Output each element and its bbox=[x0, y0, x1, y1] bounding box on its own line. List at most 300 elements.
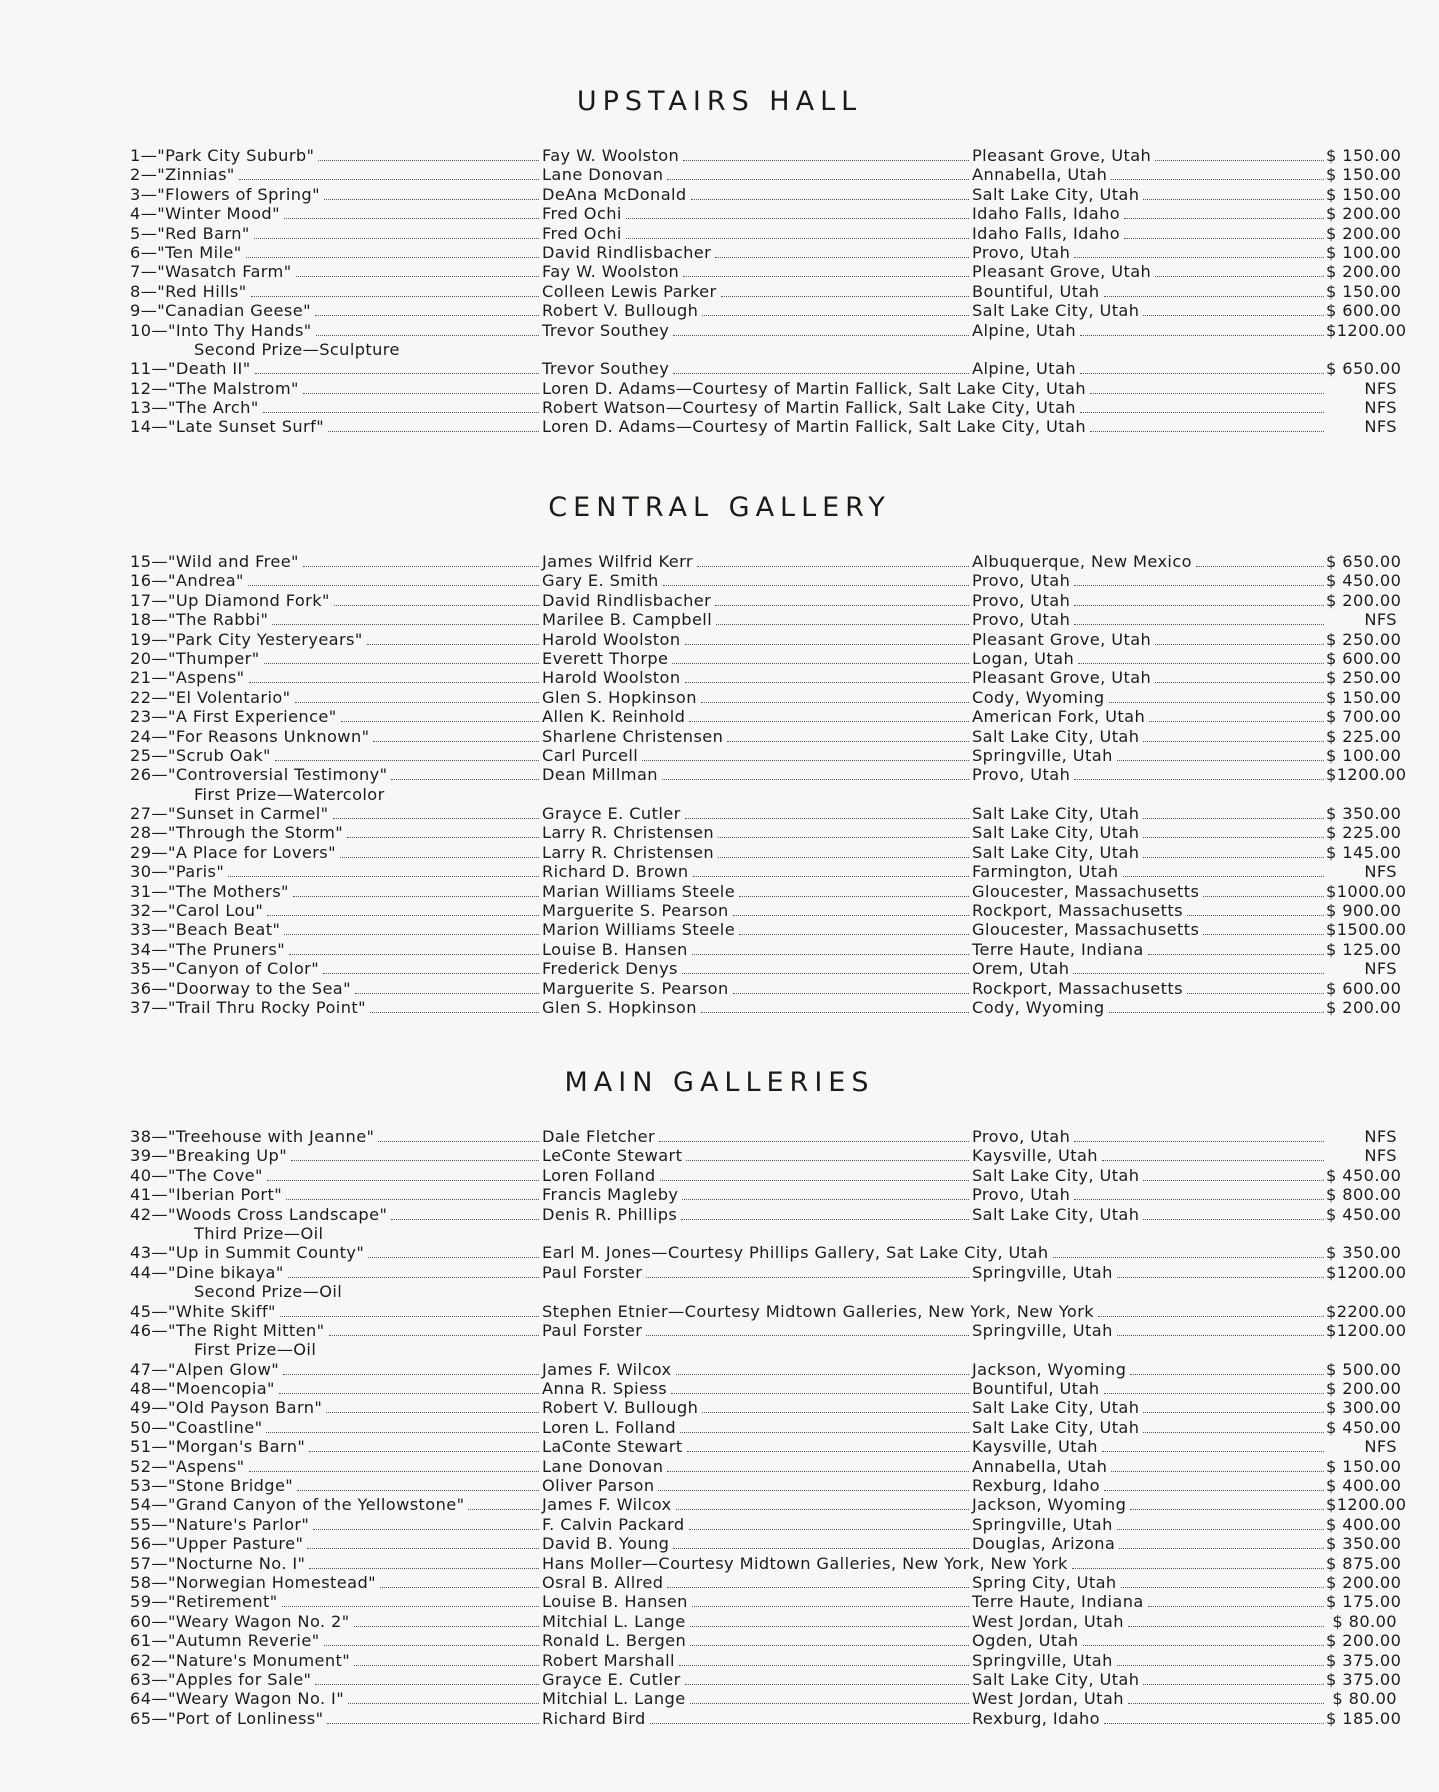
dot-leader bbox=[646, 1335, 969, 1336]
dot-leader bbox=[318, 160, 539, 161]
entry-artist bbox=[542, 1534, 972, 1553]
entry-location bbox=[972, 901, 1327, 920]
entry-location bbox=[972, 1689, 1327, 1708]
catalog-entry bbox=[0, 165, 1439, 184]
dot-leader bbox=[378, 1141, 539, 1142]
catalog-entry bbox=[0, 727, 1439, 746]
dot-leader bbox=[715, 605, 969, 606]
entry-location bbox=[972, 727, 1327, 746]
entry-price: NFS bbox=[1364, 398, 1397, 418]
entry-title: "Woods Cross Landscape" bbox=[168, 1204, 388, 1224]
entry-artist-text: Fay W. Woolston bbox=[542, 146, 680, 165]
dot-leader bbox=[690, 1703, 969, 1704]
dot-leader bbox=[646, 1277, 969, 1278]
entry-label: 3—"Flowers of Spring" bbox=[130, 184, 320, 204]
entry-price: $ 200.00 bbox=[1326, 262, 1402, 282]
entry-location bbox=[972, 1185, 1327, 1204]
entry-price: NFS bbox=[1364, 1437, 1397, 1457]
entry-artist-text: LaConte Stewart bbox=[542, 1437, 683, 1457]
entry-price: $ 350.00 bbox=[1326, 1534, 1402, 1554]
dot-leader bbox=[291, 1160, 539, 1161]
entry-number: 18 bbox=[130, 610, 152, 630]
dot-leader bbox=[1155, 276, 1324, 277]
dot-leader bbox=[1104, 296, 1325, 297]
entry-title-cell bbox=[130, 1379, 542, 1398]
entry-title: "Coastline" bbox=[168, 1417, 263, 1437]
catalog-entry bbox=[0, 823, 1439, 842]
entry-title-cell bbox=[130, 1321, 542, 1340]
entry-price: NFS bbox=[1364, 417, 1397, 437]
entry-location bbox=[972, 165, 1327, 184]
dot-leader bbox=[733, 915, 969, 916]
entry-title-cell bbox=[130, 1418, 542, 1437]
entry-artist bbox=[542, 668, 972, 687]
entry-price: $ 80.00 bbox=[1332, 1611, 1397, 1631]
dot-leader bbox=[692, 1606, 969, 1607]
dot-leader bbox=[1074, 779, 1324, 780]
entry-title-cell bbox=[130, 1670, 542, 1689]
dot-leader bbox=[676, 1509, 969, 1510]
dot-leader bbox=[1124, 218, 1324, 219]
entry-location bbox=[972, 262, 1327, 281]
entry-label: 11—"Death II" bbox=[130, 359, 251, 379]
dot-leader bbox=[1090, 431, 1324, 432]
dot-leader bbox=[1073, 973, 1324, 974]
dot-leader bbox=[284, 218, 539, 219]
entry-price: $1200.00 bbox=[1326, 1262, 1407, 1282]
entry-number: 29 bbox=[130, 842, 152, 862]
entry-number: 43 bbox=[130, 1243, 152, 1263]
entry-number: 25 bbox=[130, 745, 152, 765]
entry-artist-text: Lane Donovan bbox=[542, 1456, 664, 1476]
entry-artist bbox=[542, 979, 972, 998]
dot-leader bbox=[693, 876, 969, 877]
entry-location-text: West Jordan, Utah bbox=[972, 1689, 1124, 1709]
entry-price: $ 145.00 bbox=[1326, 842, 1402, 862]
catalog-entry bbox=[0, 862, 1439, 881]
entry-title: "The Arch" bbox=[168, 398, 259, 418]
entry-title-cell bbox=[130, 243, 542, 262]
entry-artist bbox=[542, 1321, 972, 1340]
prize-note bbox=[0, 1340, 1439, 1359]
dot-leader bbox=[340, 857, 539, 858]
entry-location-text: Salt Lake City, Utah bbox=[972, 1417, 1140, 1437]
entry-number: 59 bbox=[130, 1592, 152, 1612]
entry-price: $ 125.00 bbox=[1326, 939, 1402, 959]
entry-label: 51—"Morgan's Barn" bbox=[130, 1437, 306, 1457]
entry-label: 27—"Sunset in Carmel" bbox=[130, 804, 329, 824]
dot-leader bbox=[1143, 1180, 1324, 1181]
entry-location-text: Rockport, Massachusetts bbox=[972, 978, 1183, 998]
entry-location-text: Pleasant Grove, Utah bbox=[972, 629, 1152, 649]
entry-artist-text: Trevor Southey bbox=[542, 320, 670, 340]
entry-price: $2200.00 bbox=[1326, 1301, 1407, 1321]
entry-number: 30 bbox=[130, 862, 152, 882]
entry-artist bbox=[542, 823, 972, 842]
entry-number: 55 bbox=[130, 1514, 152, 1534]
entry-number: 9 bbox=[130, 301, 141, 321]
entry-price: $1200.00 bbox=[1326, 1495, 1407, 1515]
entry-title: "Canyon of Color" bbox=[168, 959, 320, 979]
dot-leader bbox=[626, 218, 969, 219]
entry-artist-text: Robert V. Bullough bbox=[542, 1398, 699, 1418]
entry-location-text: Springville, Utah bbox=[972, 1320, 1113, 1340]
catalog-entry bbox=[0, 979, 1439, 998]
entry-label: 22—"El Volentario" bbox=[130, 687, 291, 707]
entry-title: "Wild and Free" bbox=[168, 552, 299, 571]
entry-artist bbox=[542, 882, 972, 901]
entry-location-text: Jackson, Wyoming bbox=[972, 1359, 1127, 1379]
entry-location-text: Provo, Utah bbox=[972, 1127, 1071, 1146]
central-gallery-list bbox=[0, 552, 1439, 1017]
dot-leader bbox=[370, 1012, 539, 1013]
dot-leader bbox=[1117, 760, 1324, 761]
entry-label: 50—"Coastline" bbox=[130, 1417, 263, 1437]
entry-artist-text: Anna R. Spiess bbox=[542, 1379, 668, 1399]
entry-title-cell bbox=[130, 862, 542, 881]
entry-price: $ 600.00 bbox=[1326, 648, 1402, 668]
dot-leader bbox=[327, 1723, 539, 1724]
entry-title-cell bbox=[130, 1651, 542, 1670]
dot-leader bbox=[1102, 1160, 1324, 1161]
entry-title: "Apples for Sale" bbox=[168, 1669, 312, 1689]
dot-leader bbox=[354, 1626, 539, 1627]
dot-leader bbox=[348, 1703, 539, 1704]
dot-leader bbox=[673, 373, 969, 374]
dot-leader bbox=[739, 934, 969, 935]
catalog-entry bbox=[0, 649, 1439, 668]
entry-location bbox=[972, 1418, 1327, 1437]
entry-title-cell bbox=[130, 998, 542, 1017]
entry-title: "Nature's Parlor" bbox=[168, 1514, 310, 1534]
entry-artist-text: James F. Wilcox bbox=[542, 1495, 672, 1515]
catalog-entry bbox=[0, 1185, 1439, 1204]
entry-artist bbox=[542, 1146, 972, 1165]
entry-location-text: Springville, Utah bbox=[972, 1650, 1113, 1670]
entry-title-cell bbox=[130, 1302, 542, 1321]
section-title-main-galleries: MAIN GALLERIES bbox=[564, 1067, 875, 1098]
entry-location bbox=[972, 630, 1327, 649]
entry-location bbox=[972, 979, 1327, 998]
dot-leader bbox=[690, 1626, 969, 1627]
entry-label: 28—"Through the Storm" bbox=[130, 823, 344, 843]
entry-location-text: Salt Lake City, Utah bbox=[972, 823, 1140, 843]
entry-number: 20 bbox=[130, 648, 152, 668]
entry-artist-text: Richard D. Brown bbox=[542, 862, 689, 882]
entry-location-text: Jackson, Wyoming bbox=[972, 1495, 1127, 1515]
prize-note bbox=[0, 340, 1439, 359]
dot-leader bbox=[1104, 1723, 1324, 1724]
entry-artist bbox=[542, 1398, 972, 1417]
dot-leader bbox=[1074, 585, 1324, 586]
section-title-central-gallery: CENTRAL GALLERY bbox=[548, 492, 891, 523]
dot-leader bbox=[355, 993, 539, 994]
entry-location bbox=[972, 1631, 1327, 1650]
entry-number: 33 bbox=[130, 920, 152, 940]
entry-title-cell bbox=[130, 1495, 542, 1514]
dot-leader bbox=[690, 1645, 969, 1646]
dot-leader bbox=[1130, 1509, 1324, 1510]
dot-leader bbox=[680, 1432, 969, 1433]
entry-price: $ 150.00 bbox=[1326, 165, 1402, 185]
entry-artist bbox=[542, 321, 972, 340]
entry-title: "Sunset in Carmel" bbox=[168, 804, 329, 824]
dot-leader bbox=[315, 1684, 539, 1685]
entry-title-cell bbox=[130, 882, 542, 901]
entry-location-text: Rockport, Massachusetts bbox=[972, 901, 1183, 921]
dot-leader bbox=[626, 238, 969, 239]
prize-note bbox=[0, 1282, 1439, 1301]
dot-leader bbox=[1102, 1451, 1324, 1452]
dot-leader bbox=[1187, 993, 1324, 994]
entry-artist-text: David Rindlisbacher bbox=[542, 242, 712, 262]
entry-price: $ 250.00 bbox=[1326, 668, 1402, 688]
entry-artist bbox=[542, 920, 972, 939]
dot-leader bbox=[328, 431, 539, 432]
entry-price: $ 150.00 bbox=[1326, 146, 1402, 165]
prize-note-text: Second Prize—Oil bbox=[194, 1282, 343, 1302]
entry-number: 53 bbox=[130, 1476, 152, 1496]
entry-artist bbox=[542, 571, 972, 590]
entry-artist-text: Gary E. Smith bbox=[542, 571, 659, 591]
entry-title-cell bbox=[130, 940, 542, 959]
entry-price: NFS bbox=[1364, 862, 1397, 882]
dot-leader bbox=[701, 702, 969, 703]
catalog-entry bbox=[0, 688, 1439, 707]
dot-leader bbox=[642, 760, 969, 761]
entry-label: 8—"Red Hills" bbox=[130, 281, 247, 301]
dot-leader bbox=[1083, 1645, 1324, 1646]
catalog-entry bbox=[0, 1631, 1439, 1650]
entry-location-text: Albuquerque, New Mexico bbox=[972, 552, 1192, 571]
dot-leader bbox=[248, 585, 539, 586]
entry-label: 63—"Apples for Sale" bbox=[130, 1669, 312, 1689]
entry-title: "Park City Yesteryears" bbox=[168, 629, 363, 649]
dot-leader bbox=[667, 1587, 969, 1588]
catalog-entry bbox=[0, 1243, 1439, 1262]
entry-artist-text: Loren Folland bbox=[542, 1165, 656, 1185]
dot-leader bbox=[307, 1548, 539, 1549]
entry-price: $ 400.00 bbox=[1326, 1514, 1402, 1534]
dot-leader bbox=[1109, 702, 1324, 703]
entry-artist bbox=[542, 398, 1327, 417]
dot-leader bbox=[1148, 954, 1324, 955]
entry-title-cell bbox=[130, 746, 542, 765]
dot-leader bbox=[658, 1490, 969, 1491]
entry-artist-text: Ronald L. Bergen bbox=[542, 1631, 687, 1651]
entry-label: 4—"Winter Mood" bbox=[130, 204, 280, 224]
dot-leader bbox=[239, 179, 539, 180]
catalog-entry bbox=[0, 1515, 1439, 1534]
entry-label: 17—"Up Diamond Fork" bbox=[130, 590, 330, 610]
entry-price: $ 450.00 bbox=[1326, 1165, 1402, 1185]
dot-leader bbox=[249, 682, 539, 683]
entry-title-cell bbox=[130, 1243, 542, 1262]
dot-leader bbox=[1143, 857, 1324, 858]
entry-location bbox=[972, 1670, 1327, 1689]
entry-number: 26 bbox=[130, 765, 152, 785]
entry-artist-text: Larry R. Christensen bbox=[542, 842, 715, 862]
entry-title-cell bbox=[130, 1205, 542, 1224]
entry-price: $1500.00 bbox=[1326, 920, 1407, 940]
entry-title-cell bbox=[130, 630, 542, 649]
entry-artist bbox=[542, 185, 972, 204]
entry-price: $ 175.00 bbox=[1326, 1592, 1402, 1612]
prize-note-text: Third Prize—Oil bbox=[194, 1223, 324, 1243]
entry-label: 58—"Norwegian Homestead" bbox=[130, 1572, 376, 1592]
dot-leader bbox=[1111, 1471, 1324, 1472]
entry-price: NFS bbox=[1364, 378, 1397, 398]
entry-location-text: Gloucester, Massachusetts bbox=[972, 881, 1200, 901]
catalog-entry bbox=[0, 1302, 1439, 1321]
entry-label: 60—"Weary Wagon No. 2" bbox=[130, 1611, 350, 1631]
entry-title-cell bbox=[130, 185, 542, 204]
entry-artist-text: Louise B. Hansen bbox=[542, 939, 688, 959]
entry-price: $ 200.00 bbox=[1326, 1572, 1402, 1592]
catalog-entry bbox=[0, 398, 1439, 417]
entry-price: $ 100.00 bbox=[1326, 242, 1402, 262]
entry-price: $ 375.00 bbox=[1326, 1650, 1402, 1670]
entry-location bbox=[972, 359, 1327, 378]
entry-title: "Scrub Oak" bbox=[168, 745, 271, 765]
dot-leader bbox=[1080, 335, 1324, 336]
entry-number: 60 bbox=[130, 1611, 152, 1631]
entry-artist-text: Grayce E. Cutler bbox=[542, 1669, 681, 1689]
entry-artist bbox=[542, 862, 972, 881]
entry-label: 35—"Canyon of Color" bbox=[130, 959, 320, 979]
dot-leader bbox=[295, 702, 539, 703]
entry-location bbox=[972, 1534, 1327, 1553]
entry-location-text: Logan, Utah bbox=[972, 648, 1075, 668]
entry-number: 21 bbox=[130, 668, 152, 688]
entry-label: 24—"For Reasons Unknown" bbox=[130, 726, 370, 746]
entry-title: "Dine bikaya" bbox=[168, 1262, 284, 1282]
entry-location-text: Kaysville, Utah bbox=[972, 1437, 1098, 1457]
entry-artist bbox=[542, 262, 972, 281]
entry-number: 7 bbox=[130, 262, 141, 282]
entry-artist-text: David Rindlisbacher bbox=[542, 590, 712, 610]
entry-location-text: Salt Lake City, Utah bbox=[972, 184, 1140, 204]
entry-artist bbox=[542, 1379, 972, 1398]
entry-artist bbox=[542, 901, 972, 920]
entry-title-cell bbox=[130, 610, 542, 629]
dot-leader bbox=[679, 1665, 969, 1666]
entry-location-text: Salt Lake City, Utah bbox=[972, 1669, 1140, 1689]
catalog-entry bbox=[0, 1127, 1439, 1146]
entry-location bbox=[972, 765, 1327, 784]
dot-leader bbox=[282, 1606, 539, 1607]
entry-title: "A First Experience" bbox=[168, 707, 337, 727]
entry-label: 37—"Trail Thru Rocky Point" bbox=[130, 997, 366, 1017]
entry-artist bbox=[542, 1437, 972, 1456]
entry-title-cell bbox=[130, 379, 542, 398]
entry-title-cell bbox=[130, 1709, 542, 1728]
entry-artist-text: Grayce E. Cutler bbox=[542, 804, 681, 824]
prize-note-text: First Prize—Watercolor bbox=[194, 784, 385, 804]
dot-leader bbox=[354, 1665, 539, 1666]
entry-artist-text: Denis R. Phillips bbox=[542, 1204, 678, 1224]
dot-leader bbox=[1149, 721, 1324, 722]
dot-leader bbox=[368, 1257, 539, 1258]
entry-location-text: Bountiful, Utah bbox=[972, 281, 1100, 301]
entry-title: "Through the Storm" bbox=[168, 823, 344, 843]
entry-artist-text: Allen K. Reinhold bbox=[542, 707, 686, 727]
entry-artist bbox=[542, 1592, 972, 1611]
entry-artist-text: Marion Williams Steele bbox=[542, 920, 736, 940]
entry-artist-text: Loren L. Folland bbox=[542, 1417, 677, 1437]
entry-number: 8 bbox=[130, 281, 141, 301]
entry-title: "The Pruners" bbox=[168, 939, 286, 959]
entry-title: "Into Thy Hands" bbox=[168, 320, 312, 340]
dot-leader bbox=[1130, 1374, 1324, 1375]
entry-artist-text: Everett Thorpe bbox=[542, 648, 669, 668]
catalog-entry bbox=[0, 1263, 1439, 1282]
entry-location bbox=[972, 1651, 1327, 1670]
entry-number: 19 bbox=[130, 629, 152, 649]
entry-artist-text: Marilee B. Campbell bbox=[542, 610, 713, 630]
catalog-entry bbox=[0, 765, 1439, 784]
dot-leader bbox=[685, 644, 969, 645]
entry-title: "Wasatch Farm" bbox=[157, 262, 292, 282]
entry-label: 34—"The Pruners" bbox=[130, 939, 286, 959]
dot-leader bbox=[689, 1529, 969, 1530]
entry-location bbox=[972, 649, 1327, 668]
entry-location bbox=[972, 1146, 1327, 1165]
entry-price: $ 375.00 bbox=[1326, 1669, 1402, 1689]
catalog-entry bbox=[0, 882, 1439, 901]
entry-location-text: Springville, Utah bbox=[972, 1262, 1113, 1282]
entry-price: $ 200.00 bbox=[1326, 223, 1402, 243]
prize-note-text: Second Prize—Sculpture bbox=[194, 339, 400, 359]
dot-leader bbox=[1053, 1257, 1324, 1258]
entry-location-text: Provo, Utah bbox=[972, 1185, 1071, 1205]
dot-leader bbox=[1123, 876, 1325, 877]
entry-label: 23—"A First Experience" bbox=[130, 707, 337, 727]
entry-number: 38 bbox=[130, 1127, 152, 1146]
entry-price: $ 650.00 bbox=[1326, 552, 1402, 571]
dot-leader bbox=[660, 1180, 969, 1181]
entry-artist bbox=[542, 630, 972, 649]
dot-leader bbox=[1187, 915, 1324, 916]
entry-price: $ 875.00 bbox=[1326, 1553, 1402, 1573]
entry-title: "Red Barn" bbox=[157, 223, 250, 243]
dot-leader bbox=[228, 876, 539, 877]
entry-price: $ 150.00 bbox=[1326, 281, 1402, 301]
entry-location bbox=[972, 1476, 1327, 1495]
dot-leader bbox=[715, 257, 969, 258]
dot-leader bbox=[689, 721, 969, 722]
entry-location bbox=[972, 1127, 1327, 1146]
entry-title-cell bbox=[130, 1534, 542, 1553]
entry-location bbox=[972, 1205, 1327, 1224]
entry-location-text: Pleasant Grove, Utah bbox=[972, 668, 1152, 688]
dot-leader bbox=[683, 160, 969, 161]
entry-number: 48 bbox=[130, 1379, 152, 1399]
entry-price: $ 200.00 bbox=[1326, 1631, 1402, 1651]
entry-artist-text: Marian Williams Steele bbox=[542, 881, 736, 901]
entry-location-text: Cody, Wyoming bbox=[972, 687, 1105, 707]
entry-title-cell bbox=[130, 1554, 542, 1573]
dot-leader bbox=[662, 779, 969, 780]
catalog-entry bbox=[0, 417, 1439, 436]
dot-leader bbox=[682, 973, 969, 974]
catalog-entry bbox=[0, 262, 1439, 281]
entry-label: 33—"Beach Beat" bbox=[130, 920, 281, 940]
entry-artist-text: Loren D. Adams—Courtesy of Martin Fallick, Salt Lake City, Utah bbox=[542, 417, 1086, 437]
catalog-entry bbox=[0, 1534, 1439, 1553]
entry-number: 17 bbox=[130, 590, 152, 610]
entry-title: "Alpen Glow" bbox=[168, 1359, 280, 1379]
